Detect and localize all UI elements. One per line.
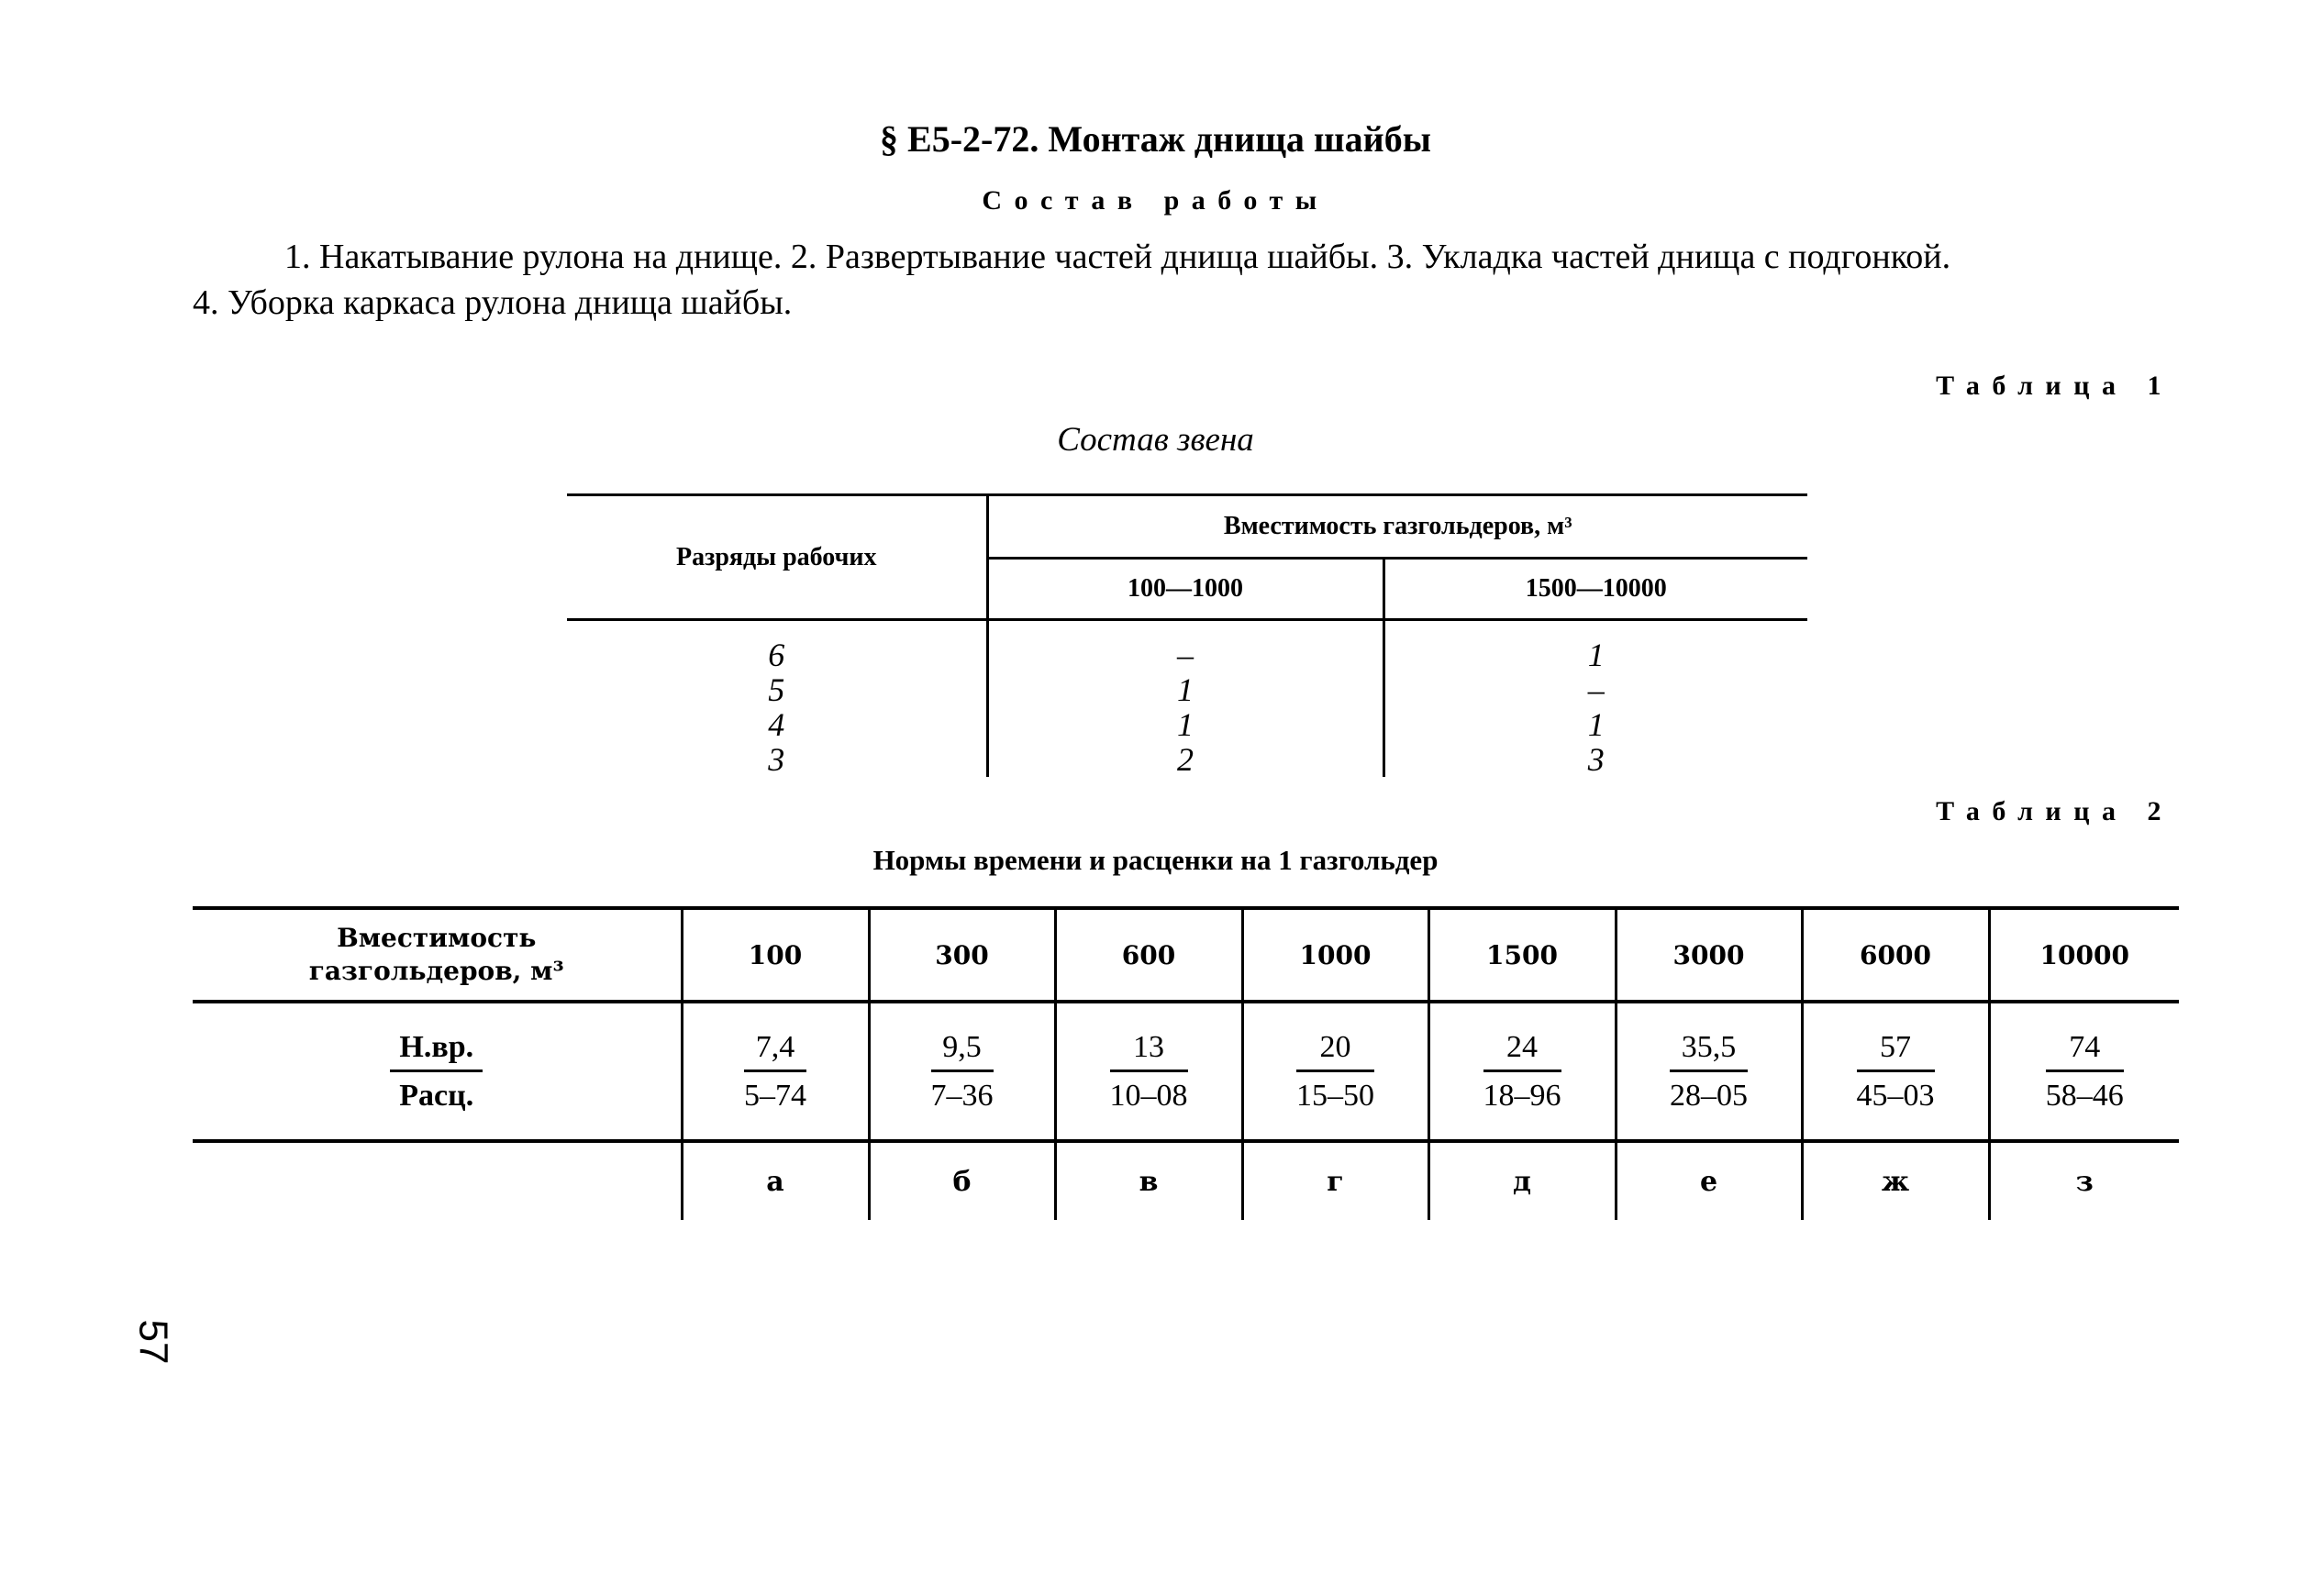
price-value: 7–36 (930, 1078, 994, 1113)
empty-cell (193, 1141, 682, 1220)
count-cell: 3 (1383, 742, 1807, 777)
grade-cell: 5 (768, 671, 785, 708)
count-cell: 1 (1383, 707, 1807, 742)
time-norm-value: 35,5 (1670, 1029, 1748, 1072)
table-1-label: Таблица 1 (1936, 371, 2173, 401)
table-2-label: Таблица 2 (1936, 796, 2173, 826)
column-letter: а (682, 1141, 869, 1220)
column-letter: д (1428, 1141, 1616, 1220)
table-row (567, 707, 1807, 742)
count-cell: 1 (987, 672, 1383, 707)
norms-row (193, 1002, 2179, 1141)
norm-cell (1242, 1002, 1428, 1141)
table-2-title: Нормы времени и расценки на 1 газгольдер (872, 844, 1439, 876)
time-norm-value: 74 (2046, 1029, 2124, 1072)
grade-cell: 4 (768, 706, 785, 743)
work-description-line-2: 4. Уборка каркаса рулона днища шайбы. (193, 283, 793, 322)
capacity-range-100-1000-header: 100—1000 (987, 559, 1383, 620)
capacity-header-line-2: газгольдеров, м³ (308, 956, 564, 986)
price-value: 15–50 (1296, 1078, 1374, 1113)
work-description-line-1: 1. Накатывание рулона на днище. 2. Развертывание частей днища шайбы. 3. Укладка частей днища с подгонкой. (284, 238, 1951, 276)
count-cell: – (1383, 672, 1807, 707)
time-norm-value: 57 (1857, 1029, 1935, 1072)
capacity-column-header: 300 (869, 908, 1055, 1002)
time-norm-value: 9,5 (931, 1029, 994, 1072)
norm-cell (1055, 1002, 1242, 1141)
column-letter: г (1242, 1141, 1428, 1220)
time-norm-value: 7,4 (744, 1029, 806, 1072)
time-norm-label: Н.вр. (390, 1029, 483, 1072)
count-cell: 1 (987, 707, 1383, 742)
work-composition-title: Состав работы (982, 185, 1329, 216)
price-value: 45–03 (1856, 1078, 1935, 1113)
table-row (567, 620, 1807, 673)
header-row (193, 908, 2179, 1002)
norm-cell (1802, 1002, 1989, 1141)
capacity-column-header: 100 (682, 908, 869, 1002)
price-value: 10–08 (1109, 1078, 1188, 1113)
time-norm-value: 13 (1110, 1029, 1188, 1072)
norm-cell (1989, 1002, 2179, 1141)
column-letter: в (1055, 1141, 1242, 1220)
table-row (567, 672, 1807, 707)
capacity-header (193, 908, 682, 1002)
time-norms-table (193, 906, 2179, 1220)
capacity-column-header: 1500 (1428, 908, 1616, 1002)
time-norm-value: 20 (1296, 1029, 1374, 1072)
worker-grades-header: Разряды рабочих (567, 495, 987, 620)
capacity-range-1500-10000-header: 1500—10000 (1383, 559, 1807, 620)
price-value: 28–05 (1670, 1078, 1748, 1113)
table-row (567, 742, 1807, 777)
column-letter: з (1989, 1141, 2179, 1220)
column-letter: е (1616, 1141, 1802, 1220)
column-letter: ж (1802, 1141, 1989, 1220)
count-cell: 1 (1383, 620, 1807, 673)
section-heading: § Е5-2-72. Монтаж днища шайбы (880, 118, 1431, 160)
price-value: 58–46 (2045, 1078, 2124, 1113)
crew-composition-table (567, 493, 1807, 777)
price-value: 18–96 (1483, 1078, 1561, 1113)
page-number: 57 (130, 1319, 176, 1365)
capacity-column-header: 600 (1055, 908, 1242, 1002)
capacity-column-header: 3000 (1616, 908, 1802, 1002)
capacity-column-header: 6000 (1802, 908, 1989, 1002)
time-norm-value: 24 (1483, 1029, 1561, 1072)
column-letter: б (869, 1141, 1055, 1220)
count-cell: – (987, 620, 1383, 673)
norm-cell (869, 1002, 1055, 1141)
table-1-title: Состав звена (1057, 421, 1254, 459)
norms-row-header (193, 1002, 682, 1141)
count-cell: 2 (987, 742, 1383, 777)
capacity-group-header: Вместимость газгольдеров, м³ (987, 495, 1807, 559)
capacity-column-header: 1000 (1242, 908, 1428, 1002)
capacity-column-header: 10000 (1989, 908, 2179, 1002)
price-value: 5–74 (744, 1078, 806, 1113)
grade-cell: 3 (768, 741, 785, 778)
capacity-header-line-1: Вместимость (337, 923, 537, 953)
norm-cell (1616, 1002, 1802, 1141)
norm-cell (682, 1002, 869, 1141)
grade-cell: 6 (768, 637, 785, 673)
norm-cell (1428, 1002, 1616, 1141)
column-letters-row (193, 1141, 2179, 1220)
price-label: Расц. (399, 1078, 474, 1113)
